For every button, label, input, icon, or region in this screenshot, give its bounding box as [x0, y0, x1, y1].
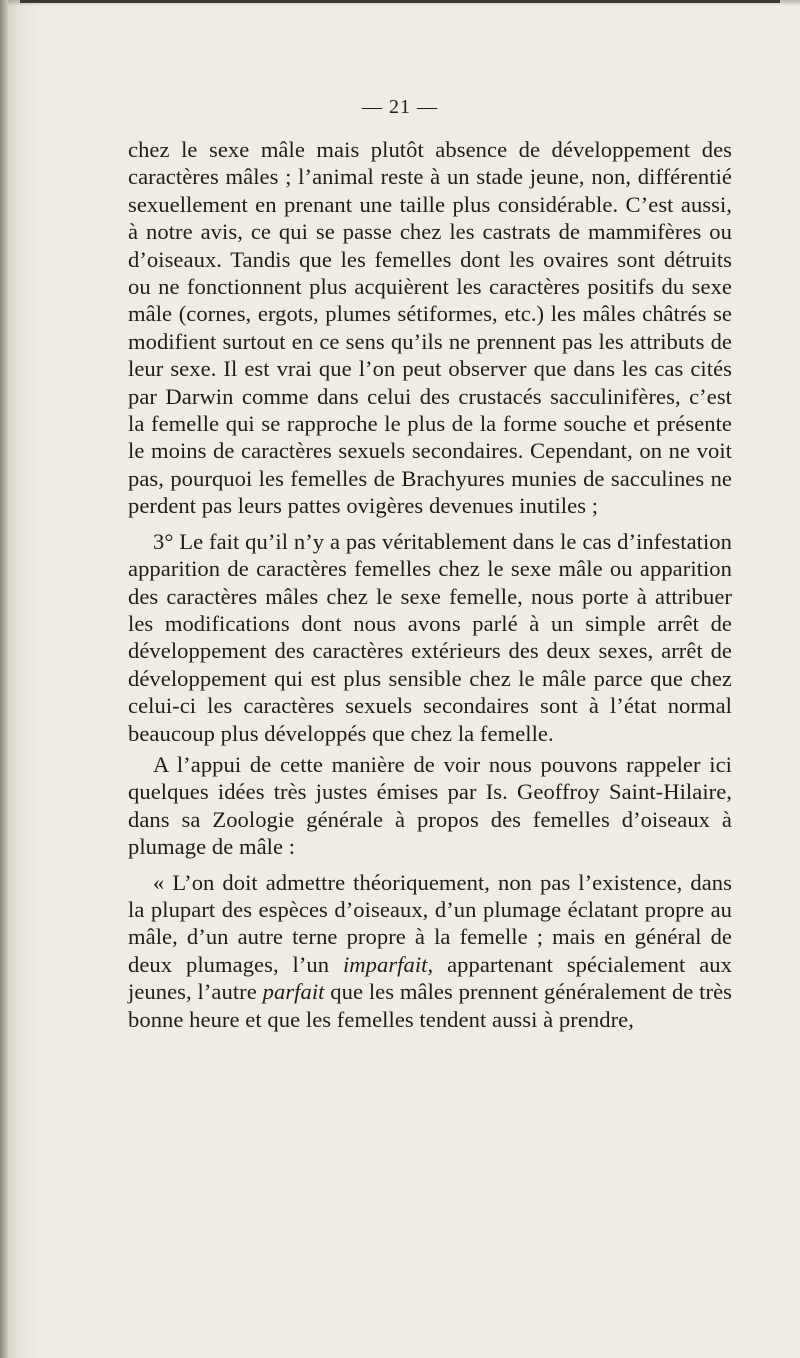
- term-imparfait: imparfait: [342, 951, 428, 977]
- paragraph-4: [128, 869, 732, 1033]
- paragraph-3: A l’appui de cette manière de voir nous pouvons rappeler ici quelques idées très justes émises par Is. Geoffroy Saint-Hilaire, dans sa Zoologie générale à propos des femelles d’oiseaux à plumage de mâle :: [128, 751, 732, 860]
- page-binding-edge: [0, 0, 8, 1358]
- quote-text-start: « L’on doit admettre théoriquement, non pas l’existence, dans la plupart des espèces d’oiseaux, d’un plumage éclatant propre au mâle, d’un autre terne propre à la femelle ; mais en général de deux plumages, l’un: [128, 869, 732, 977]
- quote-text-end: que les mâles prennent généralement de très bonne heure et que les femelles tendent aussi à prendre,: [128, 979, 733, 1032]
- body-text: [128, 136, 732, 1033]
- page-number: — 21 —: [362, 96, 438, 118]
- paragraph-2: 3° Le fait qu’il n’y a pas véritablement dans le cas d’infestation apparition de caractères femelles chez le sexe mâle ou apparition des caractères mâles chez le sexe femelle, nous porte à attribuer les modifications dont nous avons parlé à un simple arrêt de développement des caractères extérieurs des deux sexes, arrêt de développement qui est plus sensible chez le mâle parce que chez celui-ci les caractères sexuels secondaires sont à l’état normal beaucoup plus développés que chez la femelle.: [128, 528, 732, 746]
- page-top-edge: [20, 0, 780, 3]
- term-parfait: parfait: [262, 979, 325, 1005]
- paragraph-1: chez le sexe mâle mais plutôt absence de développement des caractères mâles ; l’animal reste à un stade jeune, non, différentié sexuellement en prenant une taille plus considérable. C’est aussi, à notre avis, ce qui se passe chez les castrats de mammifères ou d’oiseaux. Tandis que les femelles dont les ovaires sont détruits ou ne fonctionnent plus acquièrent les caractères positifs du sexe mâle (cornes, ergots, plumes sétiformes, etc.) les mâles châtrés se modifient surtout en ce sens qu’ils ne prennent pas les attributs de leur sexe. Il est vrai que l’on peut observer que dans les cas cités par Darwin comme dans celui des crustacés sacculinifères, c’est la femelle qui se rapproche le plus de la forme souche et présente le moins de caractères sexuels secondaires. Cependant, on ne voit pas, pourquoi les femelles de Brachyures munies de sacculines ne perdent pas leurs pattes ovigères devenues inutiles ;: [128, 137, 732, 519]
- quote-text-middle: , appartenant spécialement aux jeunes, l’autre: [128, 951, 732, 1005]
